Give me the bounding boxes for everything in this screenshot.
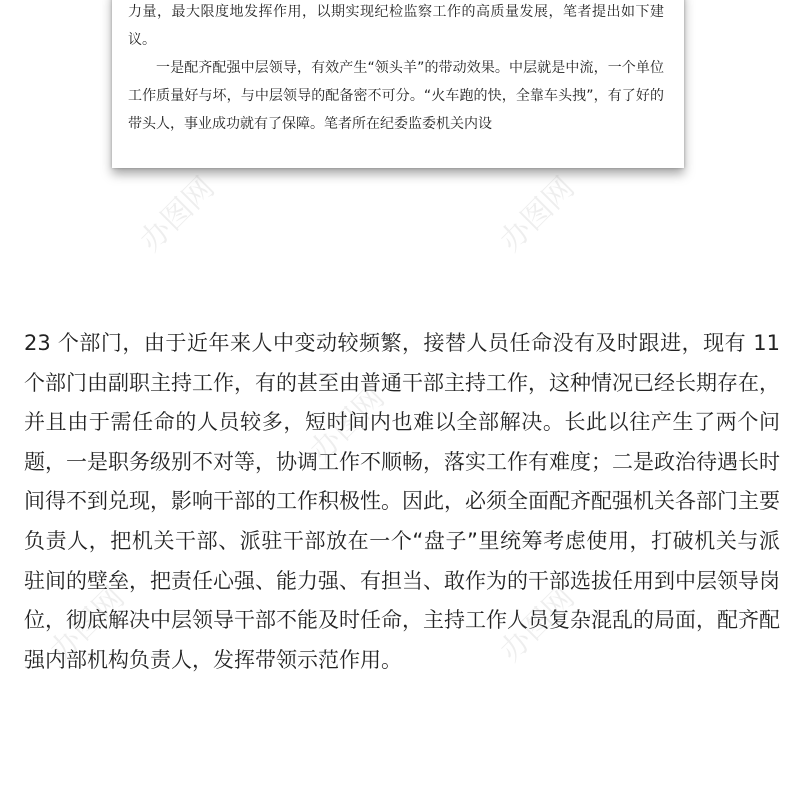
watermark-text: 办图网 xyxy=(493,170,582,259)
watermark-text: 办图网 xyxy=(493,580,582,669)
watermark-text: 办图网 xyxy=(43,580,132,669)
preview-text-block xyxy=(128,0,664,138)
watermark-logo xyxy=(488,165,583,260)
body-paragraph: 23 个部门，由于近年来人中变动较频繁，接替人员任命没有及时跟进，现有 11 个部门由副职主持工作，有的甚至由普通干部主持工作，这种情况已经长期存在，并且由于需任命的人员较多，短时间内也难以全部解决。长此以往产生了两个问题，一是职务级别不对等，协调工作不顺畅，落实工作有难度；二是政治待遇长时间得不到兑现，影响干部的工作积极性。因此，必须全面配齐配强机关各部门主要负责人，把机关干部、派驻干部放在一个“盘子”里统筹考虑使用，打破机关与派驻间的壁垒，把责任心强、能力强、有担当、敢作为的干部选拔任用到中层领导岗位，彻底解决中层领导干部不能及时任命，主持工作人员复杂混乱的局面，配齐配强内部机构负责人，发挥带领示范作用。 xyxy=(24,331,780,672)
main-body-text xyxy=(24,324,780,680)
document-preview-card xyxy=(112,0,684,168)
preview-paragraph: 一是配齐配强中层领导，有效产生“领头羊”的带动效果。中层就是中流，一个单位工作质量好与坏，与中层领导的配备密不可分。“火车跑的快，全靠车头拽”，有了好的带头人，事业成功就有了保障。笔者所在纪委监委机关内设 xyxy=(128,60,664,132)
watermark-logo xyxy=(128,165,223,260)
watermark-text: 办图网 xyxy=(133,170,222,259)
watermark-text: 办图网 xyxy=(303,380,392,469)
preview-intro-text: 力量，最大限度地发挥作用，以期实现纪检监察工作的高质量发展，笔者提出如下建议。 xyxy=(128,4,664,48)
